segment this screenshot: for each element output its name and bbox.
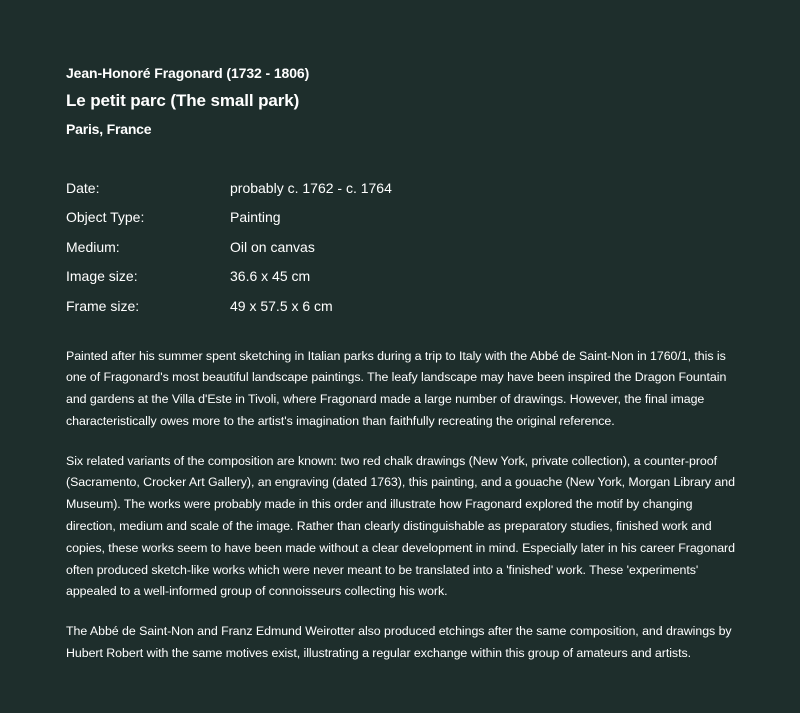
artwork-title: Le petit parc (The small park) — [66, 91, 300, 110]
detail-row-image-size — [66, 262, 738, 292]
detail-row-object-type — [66, 203, 738, 233]
detail-label: Medium: — [66, 238, 120, 255]
detail-value: 36.6 x 45 cm — [230, 268, 311, 285]
detail-value: probably c. 1762 - c. 1764 — [230, 179, 392, 196]
detail-row-date — [66, 173, 738, 203]
detail-label: Frame size: — [66, 297, 140, 314]
detail-row-medium — [66, 232, 738, 262]
detail-value: Painting — [230, 209, 281, 226]
artwork-description — [66, 346, 738, 665]
detail-value: 49 x 57.5 x 6 cm — [230, 297, 333, 314]
description-paragraph: Painted after his summer spent sketching in Italian parks during a trip to Italy with the Abbé de Saint-Non in 1760/1, this is one of Fragonard's most beautiful landscape paintings. The leafy landscape may have been inspired the Dragon Fountain and gardens at the Villa d'Este in Tivoli, where Fragonard made a large number of drawings. However, the final image characteristically owes more to the artist's imagination than faithfully recreating the original reference. — [66, 348, 727, 428]
detail-value: Oil on canvas — [230, 238, 315, 255]
detail-row-frame-size — [66, 291, 738, 321]
artwork-info-panel — [66, 63, 738, 683]
detail-label: Object Type: — [66, 209, 145, 226]
artwork-location: Paris, France — [66, 121, 152, 137]
details-table — [66, 173, 738, 321]
detail-label: Date: — [66, 179, 100, 196]
description-paragraph: The Abbé de Saint-Non and Franz Edmund Weirotter also produced etchings after the same composition, and drawings by Hubert Robert with the same motives exist, illustrating a regular exchange within this group of amateurs and artists. — [66, 624, 732, 661]
artist-name: Jean-Honoré Fragonard (1732 - 1806) — [66, 65, 310, 81]
detail-label: Image size: — [66, 268, 138, 285]
description-paragraph: Six related variants of the composition are known: two red chalk drawings (New York, private collection), a counter-proof (Sacramento, Crocker Art Gallery), an engraving (dated 1763), this painting, and a gouache (New York, Morgan Library and Museum). The works were probably made in this order and illustrate how Fragonard explored the motif by changing direction, medium and scale of the image. Rather than clearly distinguishable as preparatory studies, finished work and copies, these works seem to have been made without a clear development in mind. Especially later in his career Fragonard often produced sketch-like works which were never meant to be translated into a 'finished' work. These 'experiments' appealed to a well-informed group of connoisseurs collecting his work. — [66, 453, 735, 599]
